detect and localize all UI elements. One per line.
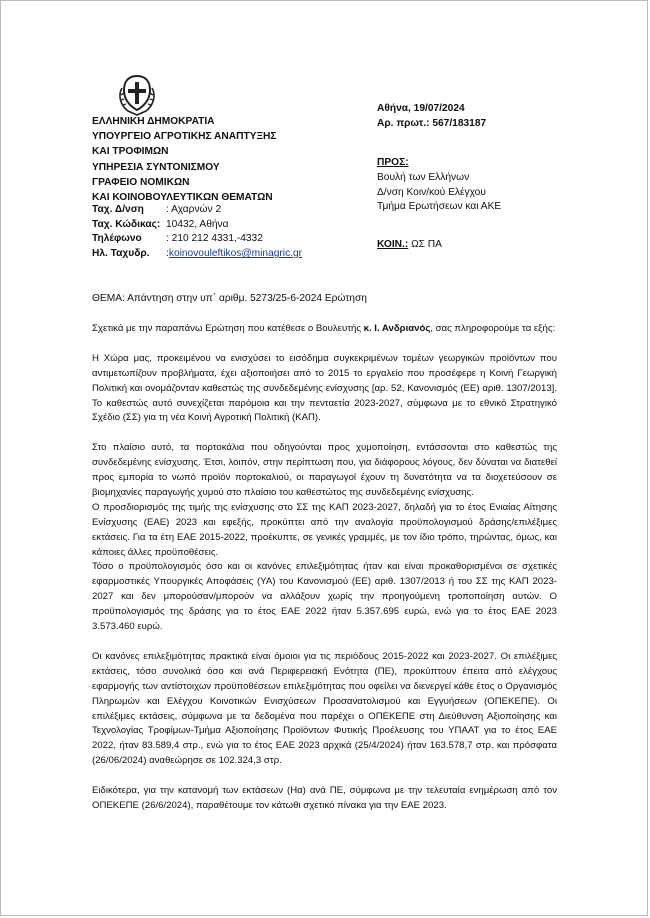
- recipient-block: [377, 156, 501, 215]
- letter-body: [92, 322, 557, 814]
- postcode-label: Ταχ. Κώδικας:: [92, 218, 161, 230]
- cc-value: ΩΣ ΠΑ: [408, 239, 442, 250]
- email-label: Ηλ. Ταχυδρ.: [92, 248, 150, 260]
- sender-line: ΚΑΙ ΤΡΟΦΙΜΩΝ: [92, 146, 169, 158]
- postcode-row: [92, 218, 302, 233]
- intro-paragraph: [92, 322, 557, 337]
- intro-text: Σχετικά με την παραπάνω Ερώτηση που κατέθεσε ο Βουλευτής: [92, 323, 364, 334]
- paragraph: Η Χώρα μας, προκειμένου να ενισχύσει το εισόδημα συγκεκριμένων τομέων γεωργικών προϊόντων που αντιμετωπίζουν προβλήματα, έχει αξιοποιήσει από το 2015 το εργαλείο που προσέφερε η Κοινή Γεωργική Πολιτική και ονομάζονταν καθεστώς της συνδεδεμένης ενίσχυσης [αρ. 52, Κανονισμός (ΕΕ) αριθ. 1307/2013]. Το καθεστώς αυτό συνεχίζεται παρόμοια και την πενταετία 2023-2027, σύμφωνα με το εθνικό Στρατηγικό Σχέδιο (ΣΣ) για τη νέα Κοινή Αγροτική Πολιτική (ΚΑΠ).: [92, 352, 557, 424]
- sender-line: ΥΠΟΥΡΓΕΙΟ ΑΓΡΟΤΙΚΗΣ ΑΝΑΠΤΥΞΗΣ: [92, 131, 277, 143]
- paragraph: Στο πλαίσιο αυτό, τα πορτοκάλια που οδηγούνται προς χυμοποίηση, εντάσσονται στο καθεστώς της συνδεδεμένης ενίσχυσης. Έτσι, λοιπόν, στην περίπτωση που, για διάφορους λόγους, δεν δύναται να διατεθεί προς εμπορία το νωπό προϊόν πορτοκαλιού, οι παραγωγοί έχουν τη δυνατότητα να τα διοχετεύσουν σε βιομηχανίες παραγωγής χυμού στο πλαίσιο του καθεστώτος της συνδεδεμένης ενίσχυσης.: [92, 442, 557, 498]
- paragraph: Ειδικότερα, για την κατανομή των εκτάσεων (Ηα) ανά ΠΕ, σύμφωνα με την τελευταία ενημέρωση από τον ΟΠΕΚΕΠΕ (26/6/2024), παραθέτουμε τον κάτωθι σχετικό πίνακα για την ΕΑΕ 2023.: [92, 785, 557, 811]
- date-protocol-block: [377, 101, 486, 131]
- subject-line: ΘΕΜΑ: Απάντηση στην υπ΄ αριθμ. 5273/25-6-2024 Ερώτηση: [92, 293, 367, 304]
- address-value: : Αχαρνών 2: [166, 204, 222, 215]
- protocol-number: Αρ. πρωτ.: 567/183187: [377, 118, 487, 129]
- phone-label: Τηλέφωνο: [92, 233, 142, 245]
- sender-header: [92, 114, 352, 205]
- email-separator: :: [166, 248, 169, 260]
- greek-coat-of-arms-icon: [116, 73, 158, 117]
- recipient-line: Βουλή των Ελλήνων: [377, 171, 470, 183]
- phone-row: [92, 232, 302, 247]
- sender-line: ΕΛΛΗΝΙΚΗ ΔΗΜΟΚΡΑΤΙΑ: [92, 116, 215, 127]
- cc-heading: ΚΟΙΝ.:: [377, 239, 409, 250]
- paragraph: Οι κανόνες επιλεξιμότητας πρακτικά είναι όμοιοι για τις περιόδους 2015-2022 και 2023-2027. Οι επιλέξιμες εκτάσεις, τόσο συνολικά όσο και ανά Περιφερειακή Ενότητα (ΠΕ), προκύπτουν έπειτα από ελέγχους εφαρμογής των αντίστοιχων προϋποθέσεων επιλεξιμότητας που οφείλει να διενεργεί κάθε έτος ο Οργανισμός Πληρωμών και Ελέγχου Κοινοτικών Ενισχύσεων Προσανατολισμού και Εγγυήσεων (ΟΠΕΚΕΠΕ). Οι επιλέξιμες εκτάσεις, σύμφωνα με τα δεδομένα που παρέχει ο ΟΠΕΚΕΠΕ στη Διεύθυνση Αξιοποίησης και Τεχνολογίας Τροφίμων-Τμήμα Αξιοποίησης Προϊόντων Φυτικής Προέλευσης του ΥΠΑΑΤ για το έτος ΕΑΕ 2022, ήταν 83.589,4 στρ., ενώ για το έτος ΕΑΕ 2023 αρχικά (25/4/2024) ήταν 163.578,7 στρ. και πρόσφατα (26/06/2024) αναθεώρησε σε 102.324,3 στρ.: [92, 650, 557, 767]
- recipient-line: Τμήμα Ερωτήσεων και ΑΚΕ: [377, 201, 502, 213]
- email-link[interactable]: koinovouleftikos@minagric.gr: [168, 248, 303, 260]
- sender-address-block: [92, 203, 302, 262]
- sender-line: ΥΠΗΡΕΣΙΑ ΣΥΝΤΟΝΙΣΜΟΥ: [92, 161, 220, 173]
- phone-value: : 210 212 4331,-4332: [166, 233, 263, 245]
- postcode-value: 10432, Αθήνα: [166, 218, 229, 230]
- mp-name: κ. Ι. Ανδριανός: [363, 323, 431, 334]
- address-label: Ταχ. Δ/νση: [92, 204, 144, 215]
- sender-line: ΓΡΑΦΕΙΟ ΝΟΜΙΚΩΝ: [92, 176, 190, 188]
- recipient-heading: ΠΡΟΣ:: [377, 157, 409, 168]
- intro-text-end: , σας πληροφορούμε τα εξής:: [430, 323, 556, 334]
- cc-block: [377, 239, 442, 250]
- document-date: Αθήνα, 19/07/2024: [377, 103, 465, 114]
- paragraph: Τόσο ο προϋπολογισμός όσο και οι κανόνες επιλεξιμότητας ήταν και είναι προκαθορισμένοι σε σχετικές εφαρμοστικές Υπουργικές Αποφάσεις (ΥΑ) του Κανονισμού (ΕΕ) αριθ. 1307/2013 ή του ΣΣ της ΚΑΠ 2023-2027 και δεν μπορούσαν/μπορούν να αλλάξουν χωρίς την προηγούμενη τροποποίηση αυτών. Ο προϋπολογισμός της δράσης για το έτος ΕΑΕ 2022 ήταν 5.357.695 ευρώ, ενώ για το έτος ΕΑΕ 2023 3.573.460 ευρώ.: [92, 561, 557, 633]
- email-row: [92, 247, 302, 262]
- recipient-line: Δ/νση Κοιν/κού Ελέγχου: [377, 186, 486, 198]
- paragraph: Ο προσδιορισμός της τιμής της ενίσχυσης στο ΣΣ της ΚΑΠ 2023-2027, δηλαδή για το έτος Ενιαίας Αίτησης Ενίσχυσης (ΕΑΕ) 2023 και εφεξής, προκύπτει από την αναλογία προϋπολογισμού δράσης/επιλέξιμες εκτάσεις. Για τα έτη ΕΑΕ 2015-2022, προέκυπτε, σε γενικές γραμμές, με τον ίδιο τρόπο, τηρώντας, όμως, και κάποιες άλλες προϋποθέσεις.: [92, 501, 557, 558]
- sender-line: ΚΑΙ ΚΟΙΝΟΒΟΥΛΕΥΤΙΚΩΝ ΘΕΜΑΤΩΝ: [92, 192, 273, 204]
- address-row: [92, 203, 302, 218]
